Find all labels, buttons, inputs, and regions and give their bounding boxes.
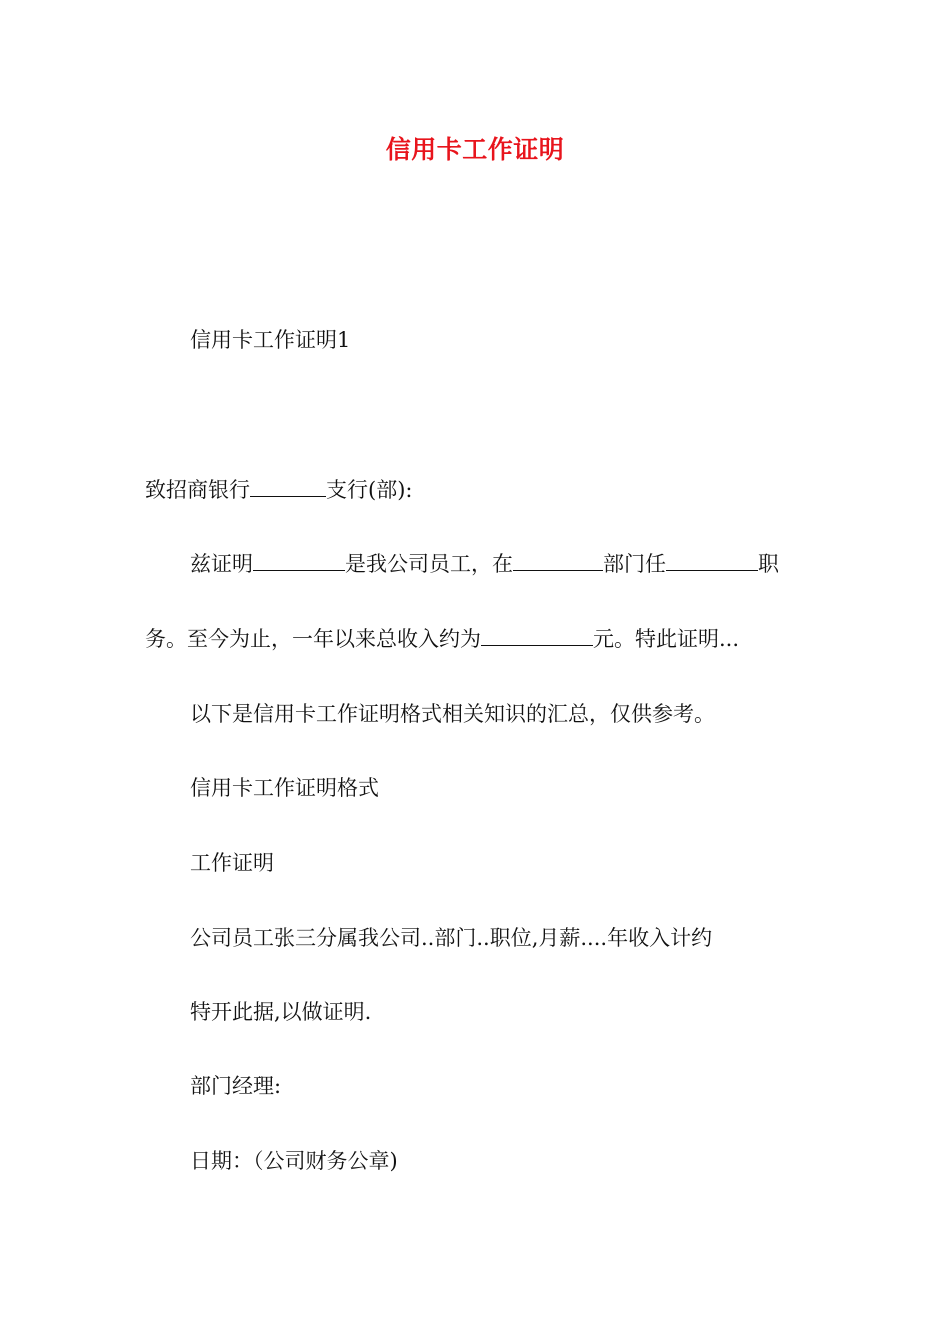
income-blank	[481, 625, 593, 646]
summary-note: 以下是信用卡工作证明格式相关知识的汇总，仅供参考。	[190, 702, 715, 726]
employee-name-blank	[253, 550, 345, 571]
income-part2: 元。特此证明...	[593, 627, 740, 651]
certify-line	[190, 549, 779, 579]
example-closing: 特开此据,以做证明.	[190, 1000, 372, 1024]
certify-part2: 是我公司员工，在	[345, 552, 513, 576]
date-label: 日期：（公司财务公章)	[190, 1149, 398, 1173]
document-title: 信用卡工作证明	[385, 135, 565, 164]
certify-part3: 部门任	[603, 552, 666, 576]
certify-part4: 职	[758, 552, 779, 576]
format-heading: 信用卡工作证明格式	[190, 776, 379, 800]
certify-part1: 兹证明	[190, 552, 253, 576]
salutation-line	[145, 475, 412, 505]
section-heading: 信用卡工作证明1	[190, 328, 351, 352]
income-line	[145, 624, 739, 654]
manager-label: 部门经理:	[190, 1074, 282, 1098]
salutation-prefix: 致招商银行	[145, 478, 250, 502]
branch-blank	[250, 476, 326, 497]
work-cert-heading: 工作证明	[190, 851, 274, 875]
salutation-suffix: 支行(部):	[326, 478, 413, 502]
example-body: 公司员工张三分属我公司..部门..职位,月薪....年收入计约	[190, 926, 713, 950]
income-part1: 务。至今为止，一年以来总收入约为	[145, 627, 481, 651]
department-blank	[513, 550, 603, 571]
position-blank	[666, 550, 758, 571]
